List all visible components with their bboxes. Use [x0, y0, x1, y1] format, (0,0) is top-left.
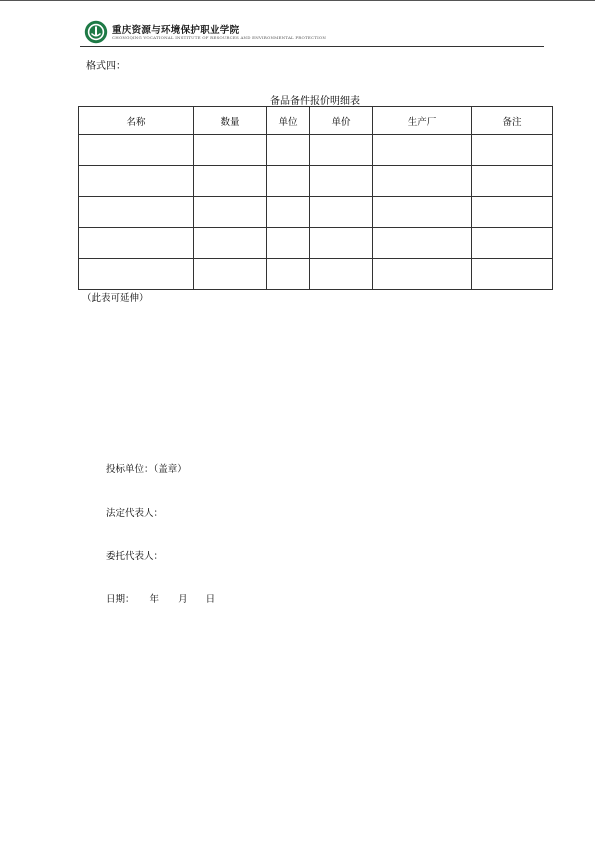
table-cell[interactable]	[310, 259, 373, 290]
table-cell[interactable]	[194, 166, 267, 197]
table-cell[interactable]	[267, 166, 310, 197]
table-cell[interactable]	[472, 135, 553, 166]
table-cell[interactable]	[79, 228, 194, 259]
table-cell[interactable]	[194, 228, 267, 259]
table-cell[interactable]	[79, 197, 194, 228]
table-cell[interactable]	[373, 135, 472, 166]
table-header-row	[79, 107, 553, 135]
header-rule	[80, 46, 544, 47]
table-cell[interactable]	[267, 228, 310, 259]
table-cell[interactable]	[267, 259, 310, 290]
column-header-manufacturer: 生产厂	[373, 107, 472, 135]
table-cell[interactable]	[472, 166, 553, 197]
table-cell[interactable]	[373, 228, 472, 259]
table-cell[interactable]	[472, 228, 553, 259]
authorized-representative-line: 委托代表人：	[106, 551, 164, 562]
column-header-unit-price: 单价	[310, 107, 373, 135]
legal-representative-line: 法定代表人：	[106, 508, 164, 519]
table-cell[interactable]	[310, 228, 373, 259]
bidder-seal-line: 投标单位：（盖章）	[106, 464, 187, 475]
table-cell[interactable]	[267, 197, 310, 228]
table-cell[interactable]	[373, 259, 472, 290]
page-top-border	[0, 0, 595, 1]
spare-parts-quote-table	[78, 106, 553, 290]
column-header-remarks: 备注	[472, 107, 553, 135]
table-cell[interactable]	[79, 166, 194, 197]
column-header-name: 名称	[79, 107, 194, 135]
table-cell[interactable]	[472, 197, 553, 228]
table-cell[interactable]	[373, 197, 472, 228]
college-logo-icon	[84, 20, 108, 44]
day-label: 日	[205, 594, 216, 605]
org-subtitle: CHONGQING VOCATIONAL INSTITUTE OF RESOURCES AND ENVIRONMENTAL PROTECTION	[112, 35, 327, 40]
date-line	[106, 591, 215, 605]
table-cell[interactable]	[373, 166, 472, 197]
table-row	[79, 259, 553, 290]
date-label: 日期：	[106, 594, 135, 605]
letterhead	[84, 20, 544, 46]
table-cell[interactable]	[194, 197, 267, 228]
table-cell[interactable]	[194, 135, 267, 166]
table-cell[interactable]	[472, 259, 553, 290]
table-cell[interactable]	[79, 135, 194, 166]
table-cell[interactable]	[310, 135, 373, 166]
table-cell[interactable]	[310, 166, 373, 197]
table-cell[interactable]	[310, 197, 373, 228]
table-cell[interactable]	[79, 259, 194, 290]
table-extension-note: （此表可延伸）	[82, 293, 149, 304]
table-row	[79, 135, 553, 166]
table-cell[interactable]	[194, 259, 267, 290]
org-name: 重庆资源与环境保护职业学院	[112, 25, 240, 36]
table-row	[79, 197, 553, 228]
year-label: 年	[149, 594, 160, 605]
table-row	[79, 166, 553, 197]
column-header-quantity: 数量	[194, 107, 267, 135]
column-header-unit: 单位	[267, 107, 310, 135]
table-title: 备品备件报价明细表	[270, 96, 360, 107]
table-row	[79, 228, 553, 259]
month-label: 月	[178, 594, 188, 605]
table-cell[interactable]	[267, 135, 310, 166]
format-label: 格式四：	[86, 61, 126, 72]
